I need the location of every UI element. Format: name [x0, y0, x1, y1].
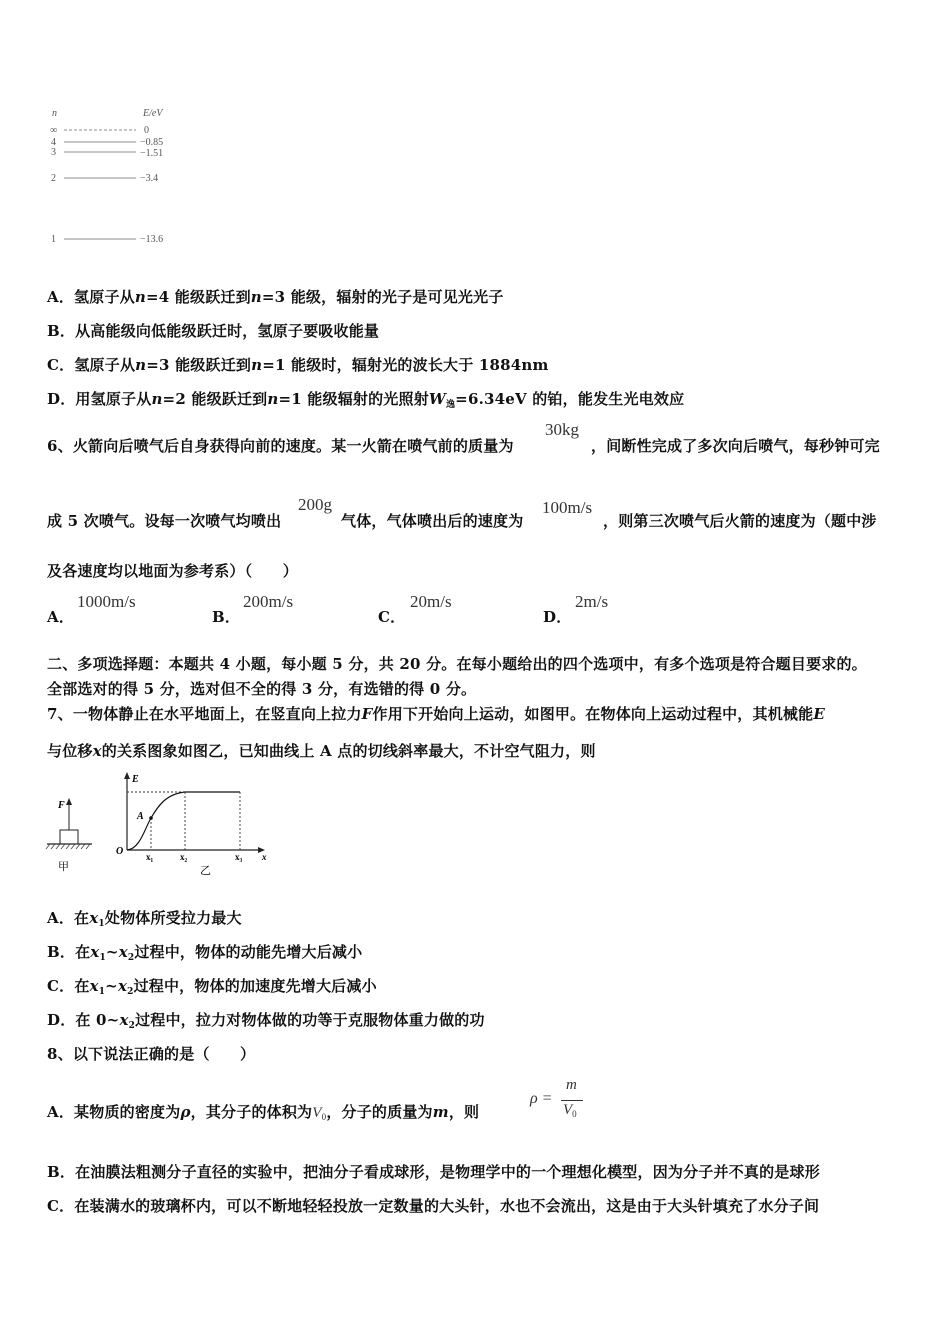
q5-option-b: B．从高能级向低能级跃迁时，氢原子要吸收能量 [47, 322, 380, 340]
q7-figure-jia [44, 790, 99, 880]
q8-option-b: B．在油膜法粗测分子直径的实验中，把油分子看成球形，是物理学中的一个理想化模型，因为分子并不真的是球形 [47, 1163, 820, 1181]
level-n-1: 1 [51, 234, 56, 245]
q6-line2-c: ，则第三次喷气后火箭的速度为（题中涉 [603, 512, 877, 530]
figure-yi-caption: 乙 [200, 865, 211, 877]
ground-hatch [46, 844, 90, 849]
q8-formula-lhs: ρ = [530, 1090, 553, 1107]
force-label: F [58, 800, 65, 811]
level-e-1: −13.6 [140, 234, 164, 245]
q5-option-c: C．氢原子从n=3 能级跃迁到n=1 能级时，辐射光的波长大于 1884nm [47, 356, 549, 374]
level-e-3: −1.51 [140, 148, 164, 159]
q6-line1-a: 6、火箭向后喷气后自身获得向前的速度。某一火箭在喷气前的质量为 [47, 437, 514, 455]
section2-heading-line1: 二、多项选择题：本题共 4 小题，每小题 5 分，共 20 分。在每小题给出的四个选项中，有多个选项是符合题目要求的。 [47, 655, 867, 673]
level-n-2: 2 [51, 173, 56, 184]
figure-jia-caption: 甲 [58, 861, 69, 873]
block [60, 830, 78, 844]
q6-option-b-value: 200m/s [243, 592, 294, 611]
energy-curve [127, 792, 240, 850]
q5-option-d: D．用氢原子从n=2 能级跃迁到n=1 能级辐射的光照射$W_逸=6.34eV$ 的铂，能发生光电效应 [47, 390, 685, 410]
q6-speed-value: 100m/s [542, 498, 593, 517]
level-n-infinity: ∞ [50, 125, 58, 136]
e-axis-label: E [132, 774, 139, 785]
q8-option-c: C．在装满水的玻璃杯内，可以不断地轻轻投放一定数量的大头针，水也不会流出，这是由于大头针填充了水分子间 [47, 1197, 820, 1215]
q7-option-b: B．在$x_1\sim x_2$过程中，物体的动能先增大后减小 [47, 943, 363, 963]
q6-line1-b: ，间断性完成了多次向后喷气，每秒钟可完 [591, 437, 880, 455]
q6-line2-b: 气体，气体喷出后的速度为 [341, 512, 524, 530]
q5-option-a: A．氢原子从n=4 能级跃迁到n=3 能级，辐射的光子是可见光光子 [47, 288, 504, 306]
q6-option-d-letter: D． [543, 608, 572, 626]
x1-label: x₁ [146, 852, 154, 862]
q7-option-d: D．在 $0\sim x_2$过程中，拉力对物体做的功等于克服物体重力做的功 [47, 1011, 485, 1031]
q7-option-c: C．在$x_1\sim x_2$过程中，物体的加速度先增大后减小 [47, 977, 377, 997]
q7-option-a: A．在$x_1$处物体所受拉力最大 [47, 909, 242, 929]
x3-label: x₃ [235, 852, 243, 862]
q6-line2-a: 成 5 次喷气。设每一次喷气均喷出 [47, 512, 282, 530]
energy-axis-label: E/eV [143, 108, 163, 119]
origin-label: O [116, 846, 124, 857]
level-e-2: −3.4 [140, 173, 159, 184]
q8-option-a: A．某物质的密度为ρ，其分子的体积为$V_0$，分子的质量为m，则 [47, 1103, 480, 1122]
q6-option-c-value: 20m/s [410, 592, 452, 611]
force-arrow-head [66, 798, 72, 805]
q6-option-d-value: 2m/s [575, 592, 609, 611]
x2-label: x₂ [180, 852, 188, 862]
q8-formula-bar [561, 1100, 583, 1101]
level-n-4: 4 [51, 137, 56, 148]
point-a [149, 816, 153, 820]
q8-formula-denominator: $V_0$ [563, 1102, 577, 1119]
energy-level-diagram [40, 100, 210, 255]
q7-line1: 7、一物体静止在水平地面上，在竖直向上拉力F作用下开始向上运动，如图甲。在物体向上运动过程中，其机械能E [47, 705, 825, 723]
q6-option-b-letter: B． [212, 608, 241, 626]
q6-option-a-letter: A． [47, 608, 75, 626]
point-a-label: A [137, 811, 144, 822]
q6-mass-value: 30kg [545, 420, 579, 439]
section2-heading-line2: 全部选对的得 5 分，选对但不全的得 3 分，有选错的得 0 分。 [47, 680, 477, 698]
level-e-4: −0.85 [140, 137, 164, 148]
q8-title: 8、以下说法正确的是（ ） [47, 1045, 256, 1063]
n-axis-label: n [52, 108, 57, 119]
x-axis-label: x [262, 852, 267, 862]
e-axis-arrow [124, 772, 130, 779]
q6-option-a-value: 1000m/s [77, 592, 136, 611]
q8-formula-numerator: m [566, 1077, 577, 1093]
q6-option-c-letter: C． [378, 608, 406, 626]
q7-line2: 与位移x的关系图象如图乙，已知曲线上 A 点的切线斜率最大，不计空气阻力，则 [47, 742, 596, 760]
q6-line3: 及各速度均以地面为参考系）（ ） [47, 562, 298, 580]
q6-gas-value: 200g [298, 495, 332, 514]
level-e-infinity: 0 [144, 125, 149, 136]
q7-figure-yi [110, 768, 280, 880]
level-n-3: 3 [51, 147, 56, 158]
